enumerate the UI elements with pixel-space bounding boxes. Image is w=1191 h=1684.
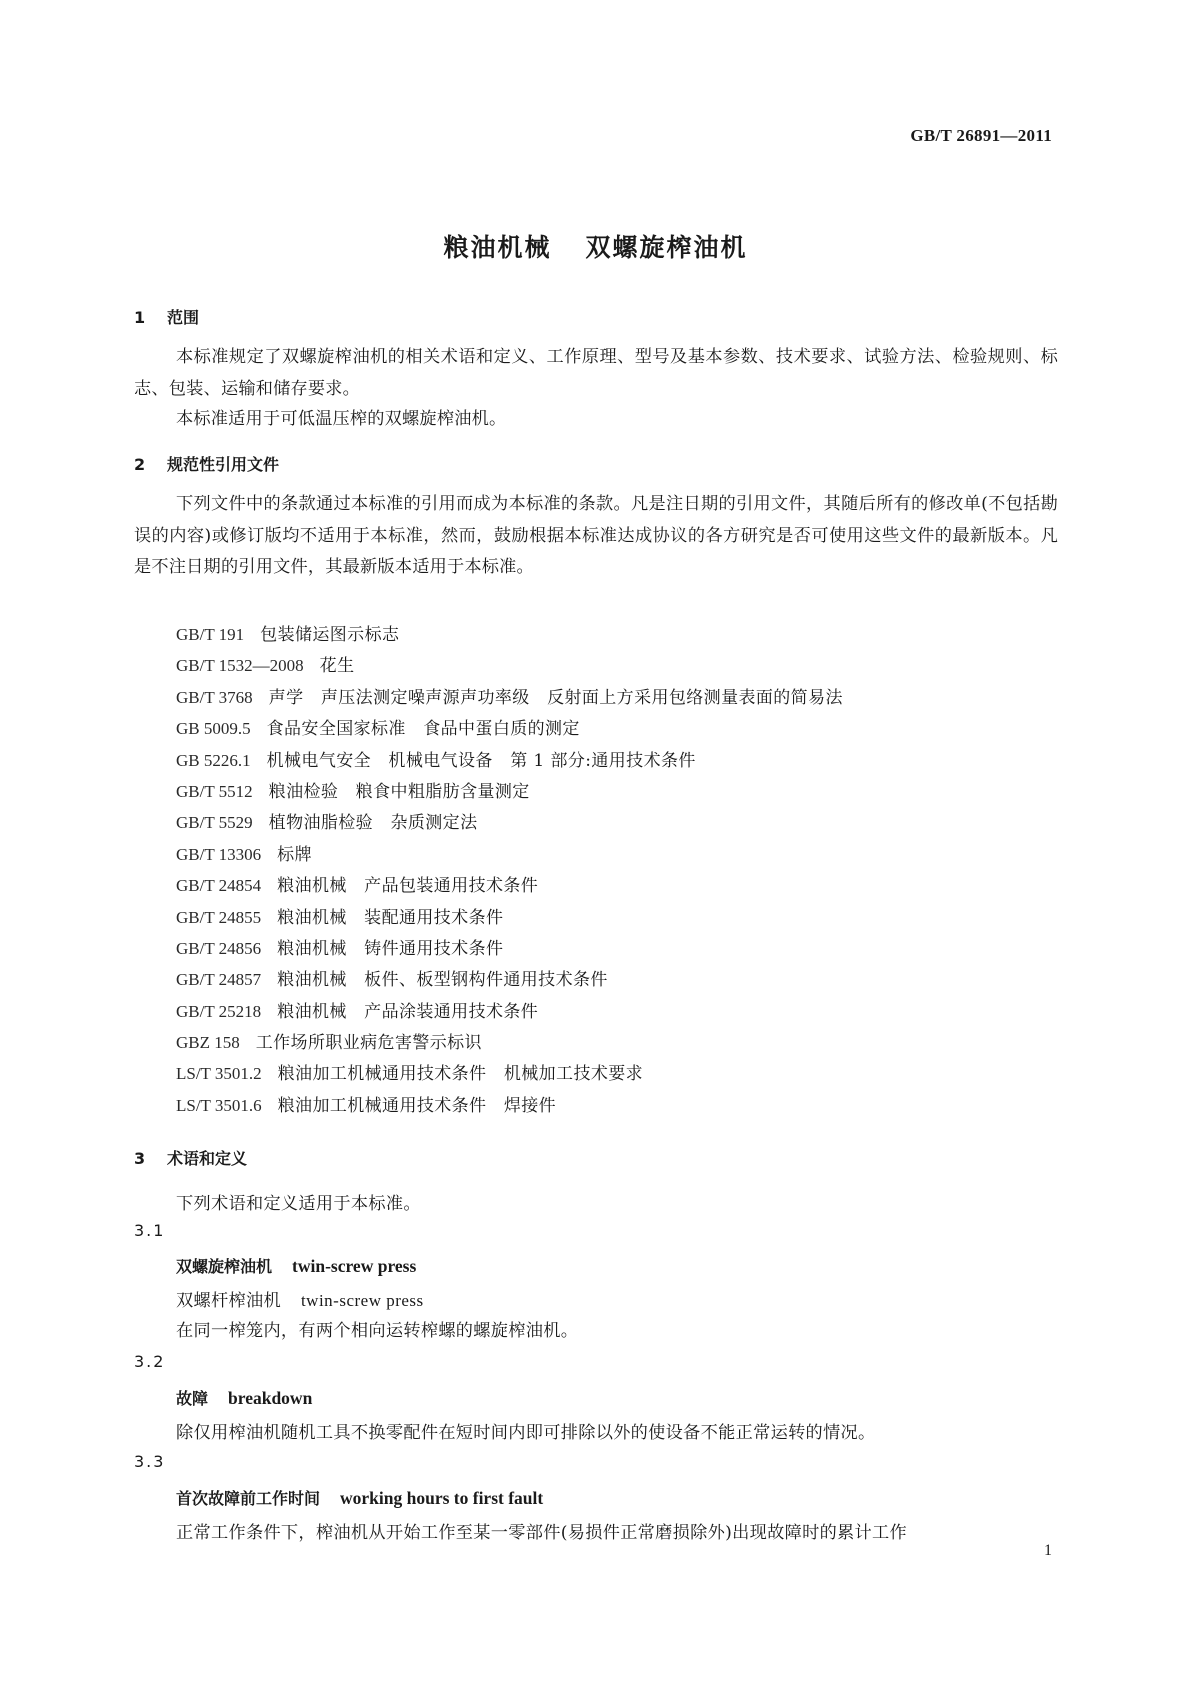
reference-list	[176, 619, 843, 1121]
term-definition: 正常工作条件下，榨油机从开始工作至某一零部件(易损件正常磨损除外)出现故障时的累计工作	[176, 1523, 908, 1543]
section-title: 术语和定义	[167, 1149, 248, 1168]
reference-item	[176, 902, 843, 933]
reference-title: 花生	[319, 656, 355, 677]
reference-title: 植物油脂检验 杂质测定法	[268, 813, 478, 834]
reference-code: GBZ 158	[176, 1033, 240, 1053]
term-entry	[176, 1486, 543, 1509]
section-title: 范围	[167, 308, 200, 327]
reference-title: 粮油机械 装配通用技术条件	[277, 907, 504, 928]
term-entry	[176, 1254, 416, 1277]
reference-item	[176, 650, 843, 681]
term-synonym	[176, 1286, 424, 1311]
reference-title: 粮油加工机械通用技术条件 焊接件	[277, 1095, 557, 1116]
term-en: working hours to first fault	[340, 1488, 544, 1508]
reference-title: 工作场所职业病危害警示标识	[255, 1033, 482, 1054]
reference-item	[176, 1090, 843, 1121]
title-part-2: 双螺旋榨油机	[585, 233, 748, 262]
reference-item	[176, 933, 843, 964]
term-en: twin-screw press	[292, 1256, 417, 1276]
reference-item	[176, 870, 843, 901]
terms-intro: 下列术语和定义适用于本标准。	[176, 1194, 421, 1214]
reference-code: GB/T 5512	[176, 781, 253, 801]
term-en: breakdown	[228, 1388, 313, 1408]
reference-item	[176, 1058, 843, 1089]
reference-title: 机械电气安全 机械电气设备 第 1 部分:通用技术条件	[266, 750, 696, 771]
reference-item	[176, 1027, 843, 1058]
section-number: 1	[134, 308, 146, 327]
reference-item	[176, 964, 843, 995]
term-zh: 首次故障前工作时间	[176, 1489, 321, 1508]
reference-title: 粮油检验 粮食中粗脂肪含量测定	[268, 781, 530, 802]
reference-item	[176, 839, 843, 870]
reference-code: LS/T 3501.2	[176, 1064, 262, 1084]
reference-item	[176, 776, 843, 807]
reference-code: GB 5226.1	[176, 750, 251, 770]
scope-paragraph-1: 本标准规定了双螺旋榨油机的相关术语和定义、工作原理、型号及基本参数、技术要求、试验方法、检验规则、标志、包装、运输和储存要求。	[134, 347, 1058, 399]
reference-item	[176, 619, 843, 650]
reference-title: 食品安全国家标准 食品中蛋白质的测定	[266, 719, 580, 740]
section-number: 2	[134, 455, 146, 474]
reference-item	[176, 745, 843, 776]
section-heading-scope	[134, 305, 199, 328]
term-entry	[176, 1386, 312, 1409]
page-number: 1	[1044, 1542, 1052, 1559]
reference-code: GB/T 3768	[176, 687, 253, 707]
reference-title: 粮油机械 板件、板型钢构件通用技术条件	[277, 970, 608, 991]
reference-code: GB/T 24854	[176, 876, 262, 896]
reference-title: 粮油机械 铸件通用技术条件	[277, 938, 504, 959]
synonym-zh: 双螺杆榨油机	[176, 1291, 281, 1311]
title-part-1: 粮油机械	[443, 233, 552, 262]
reference-title: 粮油机械 产品包装通用技术条件	[277, 876, 539, 897]
reference-item	[176, 807, 843, 838]
section-heading-terms	[134, 1146, 247, 1169]
scope-paragraph-2: 本标准适用于可低温压榨的双螺旋榨油机。	[176, 409, 507, 429]
reference-item	[176, 713, 843, 744]
clause-number: 3.1	[134, 1221, 166, 1240]
reference-code: GB 5009.5	[176, 719, 251, 739]
reference-code: GB/T 25218	[176, 1001, 262, 1021]
term-definition: 在同一榨笼内，有两个相向运转榨螺的螺旋榨油机。	[176, 1321, 579, 1341]
clause-number: 3.2	[134, 1352, 166, 1371]
term-zh: 故障	[176, 1389, 209, 1408]
reference-code: GB/T 191	[176, 625, 245, 644]
reference-title: 声学 声压法测定噪声源声功率级 反射面上方采用包络测量表面的简易法	[268, 687, 843, 708]
reference-title: 标牌	[277, 844, 312, 865]
reference-code: GB/T 24855	[176, 907, 262, 927]
term-definition: 除仅用榨油机随机工具不换零配件在短时间内即可排除以外的使设备不能正常运转的情况。	[176, 1423, 876, 1443]
clause-number: 3.3	[134, 1452, 166, 1471]
standard-code: GB/T 26891—2011	[910, 126, 1052, 145]
reference-code: GB/T 24856	[176, 938, 262, 958]
reference-item	[176, 996, 843, 1027]
reference-code: GB/T 13306	[176, 844, 262, 864]
reference-title: 粮油机械 产品涂装通用技术条件	[277, 1001, 539, 1022]
reference-code: GB/T 24857	[176, 970, 262, 990]
reference-title: 粮油加工机械通用技术条件 机械加工技术要求	[277, 1064, 644, 1085]
reference-code: GB/T 1532—2008	[176, 656, 304, 676]
normative-refs-intro: 下列文件中的条款通过本标准的引用而成为本标准的条款。凡是注日期的引用文件，其随后所有的修改单(不包括勘误的内容)或修订版均不适用于本标准，然而，鼓励根据本标准达成协议的各方研究是否可使用这些文件的最新版本。凡是不注日期的引用文件，其最新版本适用于本标准。	[134, 494, 1058, 577]
synonym-en: twin-screw press	[300, 1291, 424, 1310]
reference-item	[176, 682, 843, 713]
term-zh: 双螺旋榨油机	[176, 1257, 273, 1276]
section-number: 3	[134, 1149, 146, 1168]
reference-code: LS/T 3501.6	[176, 1095, 262, 1115]
reference-title: 包装储运图示标志	[260, 625, 400, 645]
section-title: 规范性引用文件	[167, 455, 280, 474]
section-heading-normative-refs	[134, 452, 279, 475]
reference-code: GB/T 5529	[176, 813, 253, 833]
document-title	[0, 228, 1191, 264]
